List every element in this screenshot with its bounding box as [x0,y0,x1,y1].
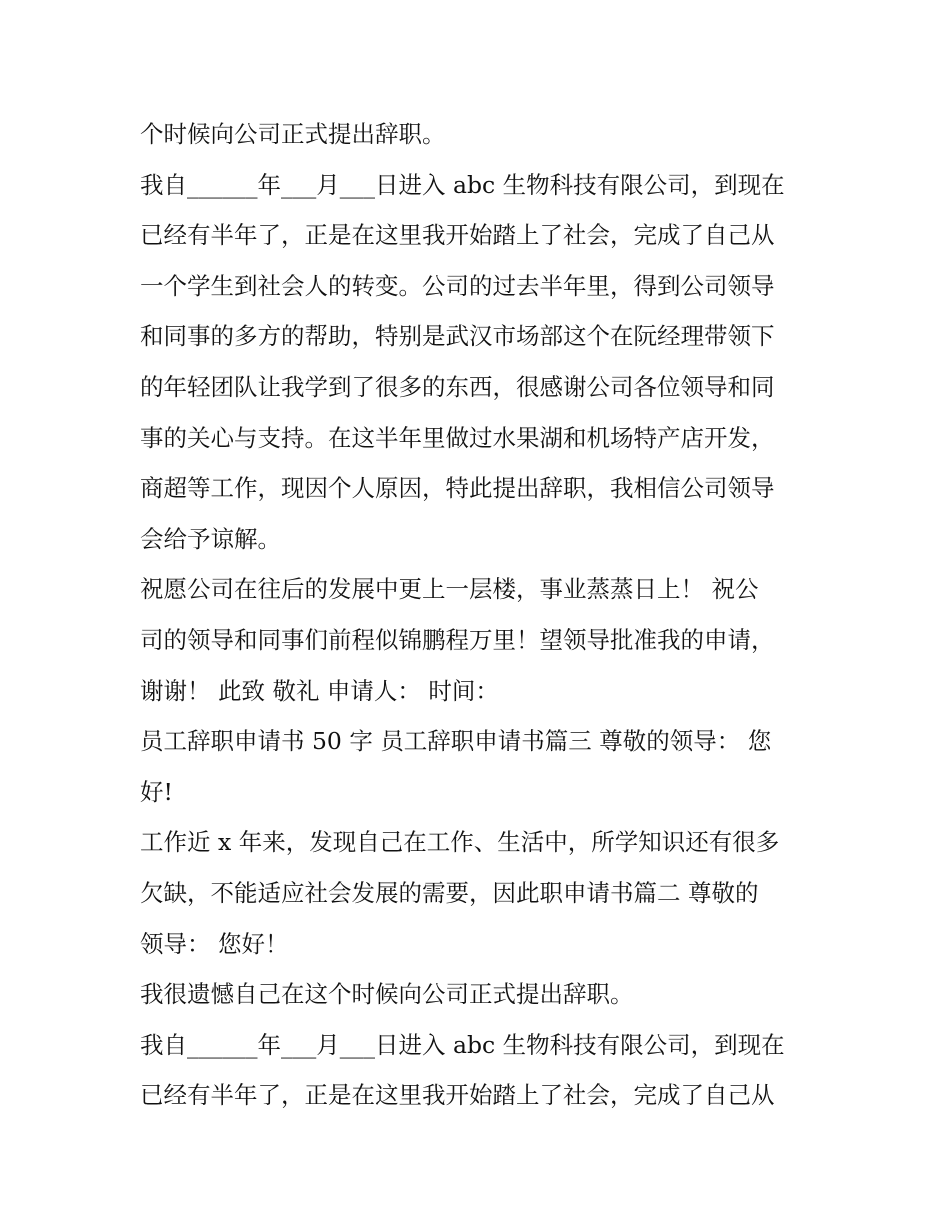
text-line: 个时候向公司正式提出辞职。 [140,120,446,148]
text-line: 的年轻团队让我学到了很多的东西，很感谢公司各位领导和同 [140,372,775,401]
text-line: 我自______年___月___日进入 abc 生物科技有限公司，到现在 [140,1030,785,1059]
text-line: 谢谢！ 此致 敬礼 申请人： 时间： [140,676,499,705]
document-body [140,109,820,1121]
text-line: 已经有半年了，正是在这里我开始踏上了社会，完成了自己从 [140,221,775,250]
text-line: 好! [140,777,173,806]
text-line: 和同事的多方的帮助，特别是武汉市场部这个在阮经理带领下 [140,322,775,351]
text-line: 会给予谅解。 [140,524,281,553]
text-line: 祝愿公司在往后的发展中更上一层楼，事业蒸蒸日上！ 祝公 [140,575,759,604]
text-line: 司的领导和同事们前程似锦鹏程万里！望领导批准我的申请， [140,625,775,654]
text-line: 事的关心与支持。在这半年里做过水果湖和机场特产店开发， [140,423,775,452]
text-line: 已经有半年了，正是在这里我开始踏上了社会，完成了自己从 [140,1081,775,1110]
text-line: 领导： 您好！ [140,929,289,958]
text-line: 我很遗憾自己在这个时候向公司正式提出辞职。 [140,980,634,1009]
text-line: 我自______年___月___日进入 abc 生物科技有限公司，到现在 [140,170,785,199]
text-line: 商超等工作，现因个人原因，特此提出辞职，我相信公司领导 [140,474,775,503]
text-line: 工作近 x 年来，发现自己在工作、生活中，所学知识还有很多 [140,828,780,857]
text-line: 欠缺，不能适应社会发展的需要，因此职申请书篇二 尊敬的 [140,878,759,907]
text-line: 员工辞职申请书 50 字 员工辞职申请书篇三 尊敬的领导： 您 [140,727,772,756]
text-line: 一个学生到社会人的转变。公司的过去半年里，得到公司领导 [140,271,775,300]
